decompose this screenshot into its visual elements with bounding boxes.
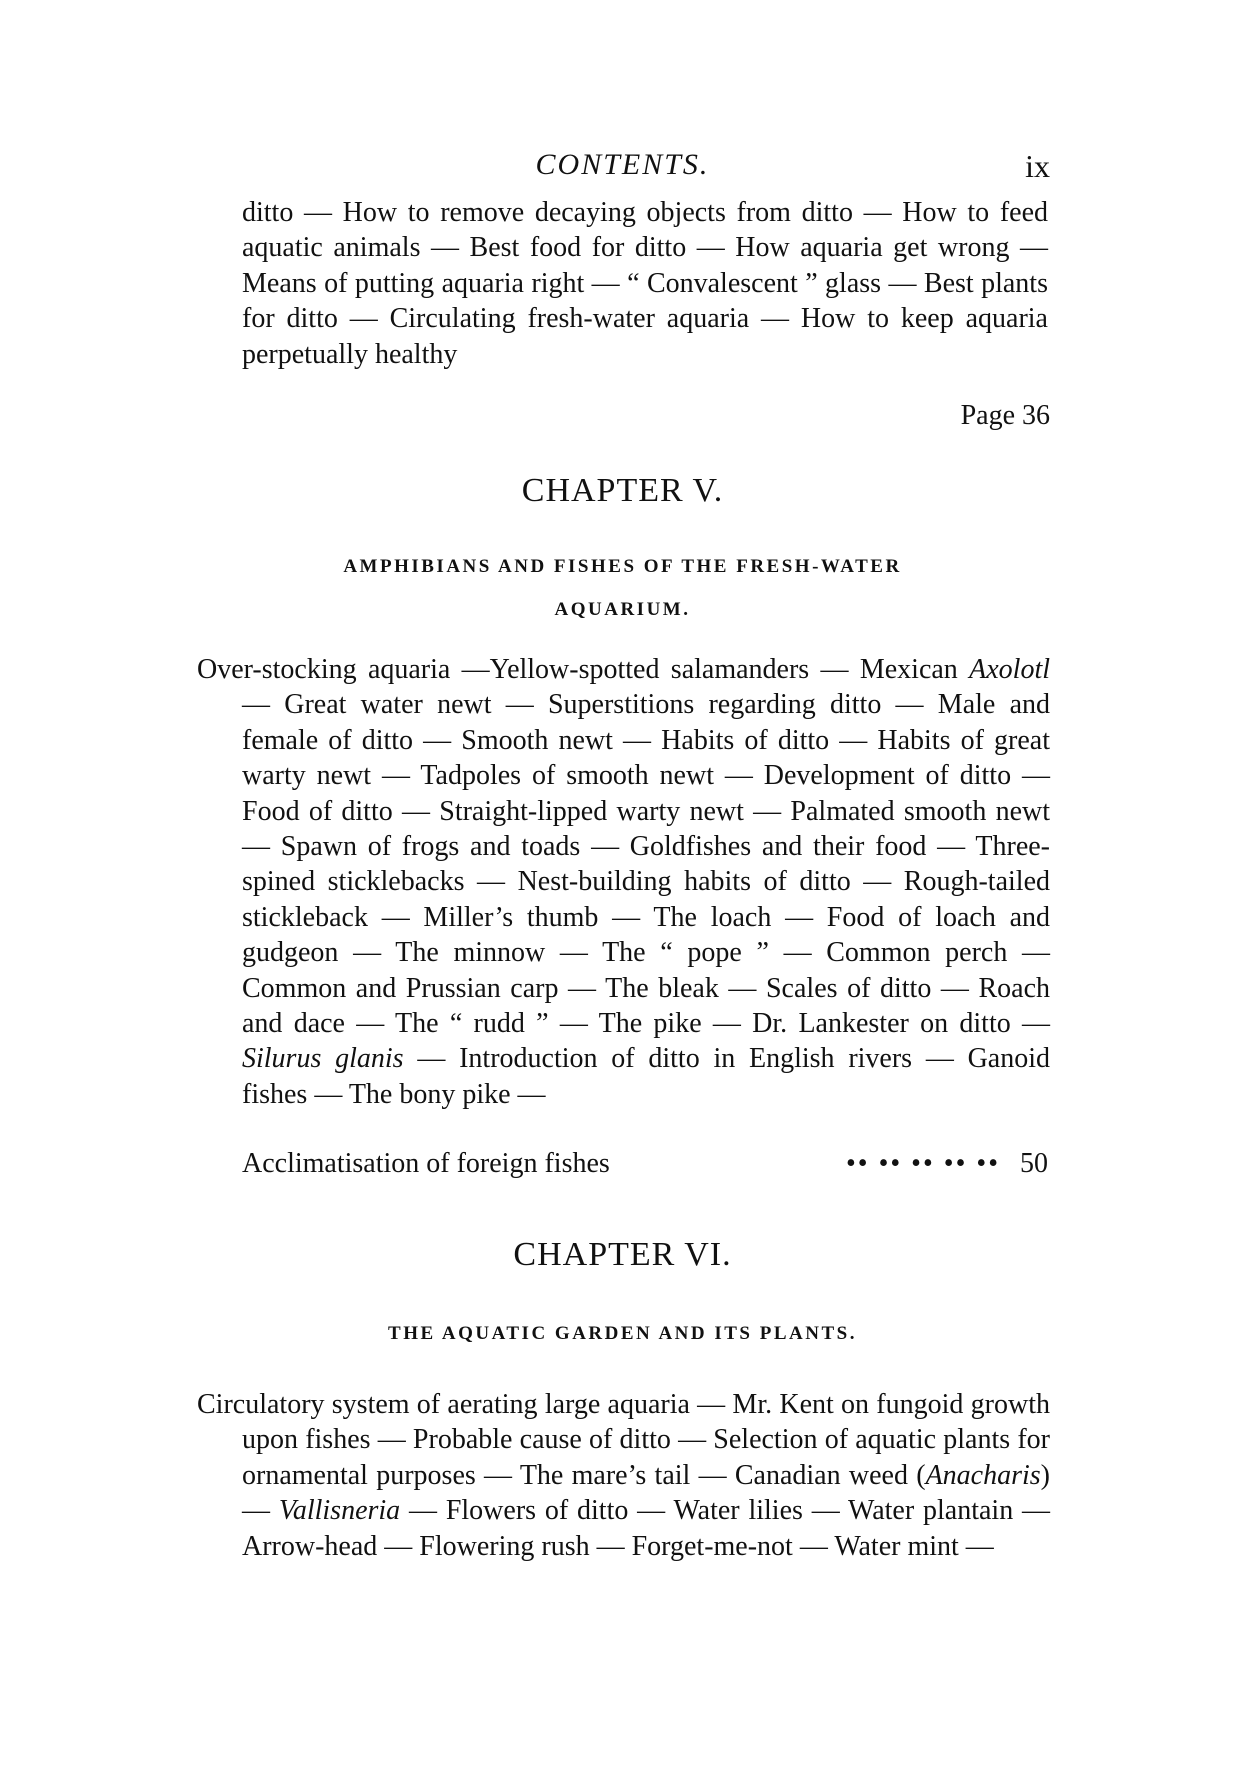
chapter-5-last-line xyxy=(242,1146,1048,1181)
chapter-6-text-2: ) — xyxy=(242,1459,1050,1527)
chapter-5-subtitle xyxy=(195,545,1050,631)
chapter-5-text-2: — Great water newt — Superstitions regarding ditto — Male and female of ditto — Smooth newt — Habits of ditto — Habits of great warty newt — Tadpoles of smooth newt — Development of ditto — Food of ditto — Straight-lipped warty newt — Palmated smooth newt — Spawn of frogs and toads — Goldfishes and their food — Three-spined sticklebacks — Nest-building habits of ditto — Rough-tailed stickleback — Miller’s thumb — The loach — Food of loach and gudgeon — The minnow — The “ pope ” — Common perch — Common and Prussian carp — The bleak — Scales of ditto — Roach and dace — The “ rudd ” — The pike — Dr. Lankester on ditto — xyxy=(242,689,1050,1040)
chapter-6-subtitle: THE AQUATIC GARDEN AND ITS PLANTS. xyxy=(388,1323,857,1344)
chapter-5-subtitle-line-1: AMPHIBIANS AND FISHES OF THE FRESH-WATER xyxy=(343,556,902,577)
chapter-5-heading: CHAPTER V. xyxy=(521,472,724,509)
chapter-6-heading: CHAPTER VI. xyxy=(513,1236,732,1273)
chapter-6-italic-vallisneria: Vallisneria xyxy=(278,1495,401,1527)
chapter-5-subtitle-line-2: AQUARIUM. xyxy=(554,599,691,620)
chapter-6-text-1: Circulatory system of aerating large aquaria — Mr. Kent on fungoid growth upon fishes — Probable cause of ditto — Selection of aquatic plants for ornamental purposes — The mare’s tail — Canadian weed ( xyxy=(197,1389,1050,1491)
chapter-5-text-1: Over-stocking aquaria —Yellow-spotted salamanders — Mexican xyxy=(197,654,958,685)
page-number: ix xyxy=(1025,148,1050,184)
chapter-6-italic-anacharis: Anacharis xyxy=(925,1459,1041,1491)
chapter-5-text-3: — Introduction of ditto in English rivers — Ganoid fishes — The bony pike — xyxy=(242,1043,1051,1110)
chapter-4-summary-continued: ditto — How to remove decaying objects from ditto — How to feed aquatic animals — Best food for ditto — How aquaria get wrong — Means of putting aquaria right — “ Convalescent ” glass — Best plants for ditto — Circulating fresh-water aquaria — How to keep aquaria perpetually healthy xyxy=(242,197,1048,370)
chapter-5-italic-silurus: Silurus glanis xyxy=(242,1043,404,1075)
chapter-5-last-line-text: Acclimatisation of foreign fishes xyxy=(242,1148,610,1179)
chapter-5-italic-axolotl: Axolotl xyxy=(969,654,1051,685)
chapter-4-page-reference: Page 36 xyxy=(960,400,1050,431)
chapter-6-text-3: — Flowers of ditto — Water lilies — Water plantain — Arrow-head — Flowering rush — Forget-me-not — Water mint — xyxy=(242,1495,1051,1562)
page-header xyxy=(195,148,1050,188)
running-title: CONTENTS. xyxy=(535,148,710,181)
dot-leader: •• •• •• •• •• xyxy=(845,1148,1000,1179)
chapter-5-page-number: 50 xyxy=(1020,1148,1048,1179)
chapter-6-summary xyxy=(197,1387,1050,1564)
chapter-5-summary xyxy=(197,652,1050,1112)
